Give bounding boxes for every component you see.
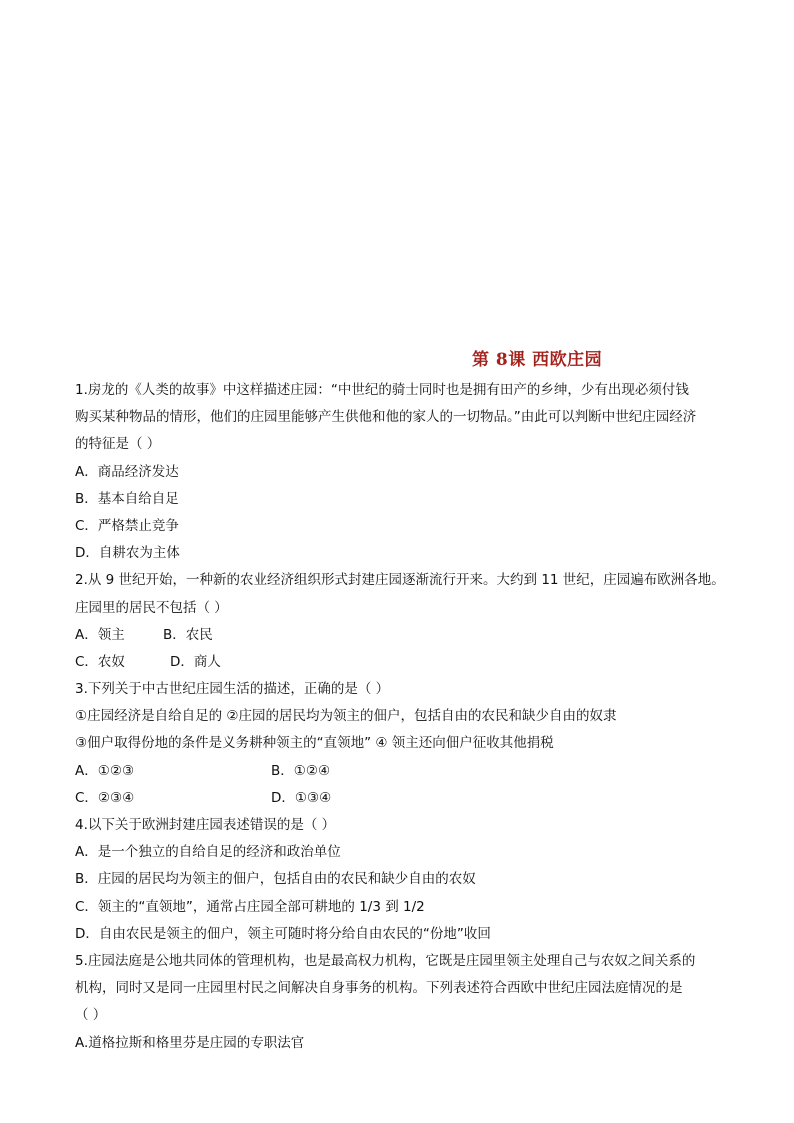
question-3-option-c: C．②③④ (75, 789, 135, 806)
question-4-option-c: C．领主的“直领地”，通常占庄园全部可耕地的 1/3 到 1/2 (75, 898, 425, 915)
question-1-option-a: A．商品经济发达 (75, 463, 179, 480)
question-1 (75, 377, 725, 459)
question-3-options-row-1 (75, 758, 725, 785)
lesson-title: 第 8课 西欧庄园 (472, 350, 603, 370)
question-2-option-d: D．商人 (170, 653, 221, 670)
question-2-option-c: C．农奴 (75, 653, 125, 670)
question-4-option-a: A．是一个独立的自给自足的经济和政治单位 (75, 844, 341, 861)
question-3-statement: ①庄园经济是自给自足的 ②庄园的居民均为领主的佃户，包括自由的农民和缺少自由的奴隶 (75, 708, 617, 725)
question-2-option-b: B．农民 (163, 626, 213, 643)
question-list (75, 377, 725, 1057)
question-2 (75, 567, 725, 621)
question-1-option-d: D．自耕农为主体 (75, 545, 180, 562)
question-2-options-row-2 (75, 649, 725, 676)
question-5-stem-line: 机构，同时又是同一庄园里村民之间解决自身事务的机构。下列表述符合西欧中世纪庄园法庭情况的是 (75, 980, 683, 997)
question-5-option-a: A.道格拉斯和格里芬是庄园的专职法官 (75, 1034, 305, 1051)
question-4-option-d: D．自由农民是领主的佃户，领主可随时将分给自由农民的“份地”收回 (75, 925, 491, 942)
question-3-option-b: B．①②④ (271, 762, 331, 779)
question-1-stem-line: 购买某种物品的情形，他们的庄园里能够产生供他和他的家人的一切物品。”由此可以判断中世纪庄园经济 (75, 409, 697, 426)
question-2-stem-line: 2.从 9 世纪开始，一种新的农业经济组织形式封建庄园逐渐流行开来。大约到 11 世纪，庄园遍布欧洲各地。 (75, 572, 725, 589)
question-5-stem-line: 5.庄园法庭是公地共同体的管理机构，也是最高权力机构，它既是庄园里领主处理自己与农奴之间关系的 (75, 952, 696, 969)
question-4-option-b: B．庄园的居民均为领主的佃户，包括自由的农民和缺少自由的农奴 (75, 871, 476, 888)
question-1-option-b: B．基本自给自足 (75, 490, 179, 507)
question-1-stem-line: 1.房龙的《人类的故事》中这样描述庄园：“中世纪的骑士同时也是拥有田产的乡绅，少有出现必须付钱 (75, 382, 689, 398)
question-3-options-row-2 (75, 785, 725, 812)
question-2-options-row-1 (75, 622, 725, 649)
question-3-stem: 3.下列关于中古世纪庄园生活的描述，正确的是（ ） (75, 681, 390, 698)
question-5 (75, 948, 725, 1030)
question-3-statement: ③佃户取得份地的条件是义务耕种领主的“直领地” ④ 领主还向佃户征收其他捐税 (75, 735, 554, 752)
question-2-option-a: A．领主 (75, 626, 125, 643)
question-5-stem-line: （ ） (75, 1007, 107, 1024)
question-1-stem-line: 的特征是（ ） (75, 436, 161, 453)
question-2-stem-line: 庄园里的居民不包括（ ） (75, 599, 228, 616)
question-3-option-a: A．①②③ (75, 762, 135, 779)
question-3-option-d: D．①③④ (271, 789, 332, 806)
question-1-option-c: C．严格禁止竞争 (75, 517, 179, 534)
question-4-stem: 4.以下关于欧洲封建庄园表述错误的是（ ） (75, 817, 336, 833)
